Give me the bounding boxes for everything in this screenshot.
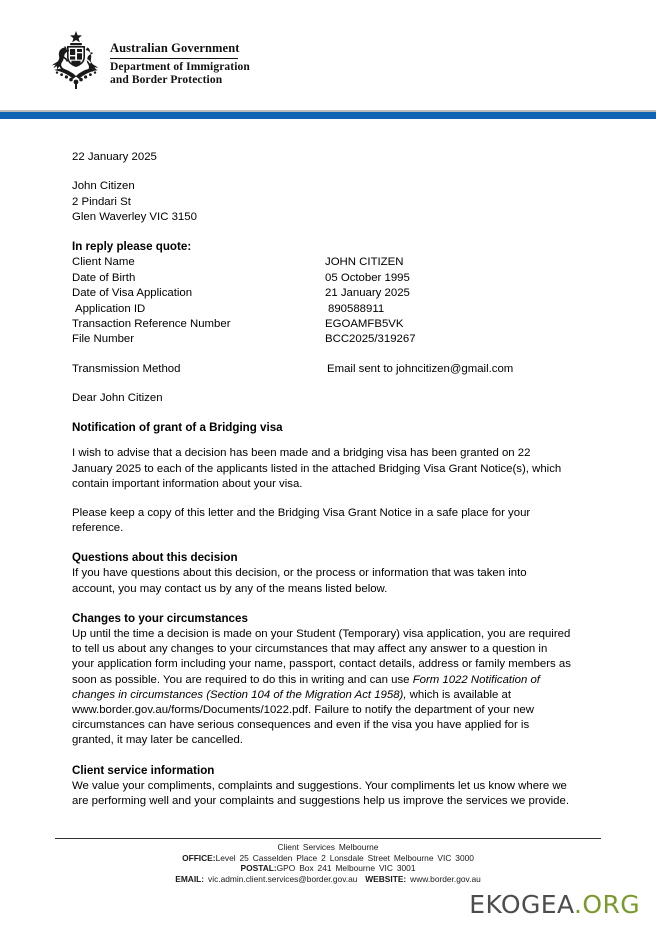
ref-value: 21 January 2025 [325,287,410,300]
ref-label: Application ID [75,302,146,315]
footer-office-line [0,853,656,864]
table-row [72,332,572,347]
footer-office-title: Client Services Melbourne [277,842,379,852]
footer-office-value: Level 25 Casselden Place 2 Lonsdale Street Melbourne VIC 3000 [215,852,474,863]
footer-office-label: OFFICE: [182,852,216,863]
ref-value: 890588911 [328,302,385,315]
recipient-suburb: Glen Waverley VIC 3150 [72,211,197,224]
table-row [72,362,572,377]
table-row [72,271,572,286]
section-heading-changes: Changes to your circumstances [72,611,248,625]
header-divider [0,110,656,119]
table-row [72,255,572,270]
ekogea-watermark [469,890,640,919]
ref-label: Transaction Reference Number [72,318,231,331]
paragraph-keep-copy: Please keep a copy of this letter and the Bridging Visa Grant Notice in a safe place for your reference. [72,507,531,535]
changes-text-part1: Up until the time a decision is made on your Student (Temporary) visa application, you are required to tell us about any changes to your circumstances that may affect any answer to a question in your application form including your name, passport, contact details, address or family members as soon as possible. You are required to do this in writing and can use [72,627,571,686]
department-label-line1: Department of Immigration [110,60,250,73]
footer-postal-value: GPO Box 241 Melbourne VIC 3001 [276,863,416,874]
reference-details-table [72,255,572,347]
footer-postal-label: POSTAL: [240,863,277,874]
divider-blue-bar [0,112,656,119]
section-body-client-service: We value your compliments, complaints and suggestions. Your compliments let us know where we are performing well and your complaints and suggestions help us improve the services we provide. [72,779,570,807]
ref-label: File Number [72,333,135,346]
ref-label: Date of Birth [72,271,136,284]
footer-divider [55,838,601,839]
watermark-tld: .ORG [574,890,640,919]
recipient-name: John Citizen [72,180,135,193]
ref-value: JOHN CITIZEN [325,256,404,269]
ref-label: Date of Visa Application [72,287,193,300]
masthead-rule [110,58,238,59]
table-row [72,317,572,332]
quote-heading: In reply please quote: [72,240,192,254]
footer-website-value[interactable]: www.border.gov.au [410,873,481,884]
changes-text-part2: which is available at www.border.gov.au/forms/Documents/1022.pdf. Failure to notify the department of your new circumstances can have serious consequences and even if the visa you have applied for is granted, it may later be cancelled. [72,688,534,747]
footer-contact-line [0,874,656,885]
masthead [0,0,656,105]
ref-label: Client Name [72,256,135,269]
department-label-line2: and Border Protection [110,74,223,86]
transmission-value: Email sent to johncitizen@gmail.com [327,362,514,375]
ref-value: 05 October 1995 [325,271,410,284]
ref-value: BCC2025/319267 [325,333,416,346]
footer-email-value[interactable]: vic.admin.client.services@border.gov.au [208,873,358,884]
subject-heading: Notification of grant of a Bridging visa [72,421,283,435]
watermark-name: EKOGEA [469,890,575,919]
transmission-label: Transmission Method [72,362,181,375]
section-body-questions: If you have questions about this decision, or the process or information that was taken into account, you may contact us by any of the means listed below. [72,567,527,595]
salutation: Dear John Citizen [72,392,163,405]
section-heading-client-service: Client service information [72,763,215,777]
recipient-street: 2 Pindari St [72,195,131,208]
masthead-text [110,41,250,88]
paragraph-decision: I wish to advise that a decision has been made and a bridging visa has been granted on 22 January 2025 to each of the applicants listed in the attached Bridging Visa Grant Notice(s), which contain important information about your visa. [72,447,562,490]
letter-body [72,150,572,809]
transmission-method-row [72,362,572,377]
footer-email-label: EMAIL: [175,873,205,884]
section-heading-questions: Questions about this decision [72,551,238,565]
footer-website-label: WEBSITE: [365,873,407,884]
australian-coat-of-arms-icon [44,30,108,92]
table-row [72,286,572,301]
page-footer [0,838,656,884]
form-1022-reference: Form 1022 Notification of changes in circumstances (Section 104 of the Migration Act 1958), [72,673,540,701]
table-row [72,302,572,317]
letter-date: 22 January 2025 [72,151,157,163]
footer-postal-line [0,863,656,874]
ref-value: EGOAMFB5VK [325,318,404,331]
australian-government-label: Australian Government [110,41,240,55]
section-body-changes [72,627,572,749]
